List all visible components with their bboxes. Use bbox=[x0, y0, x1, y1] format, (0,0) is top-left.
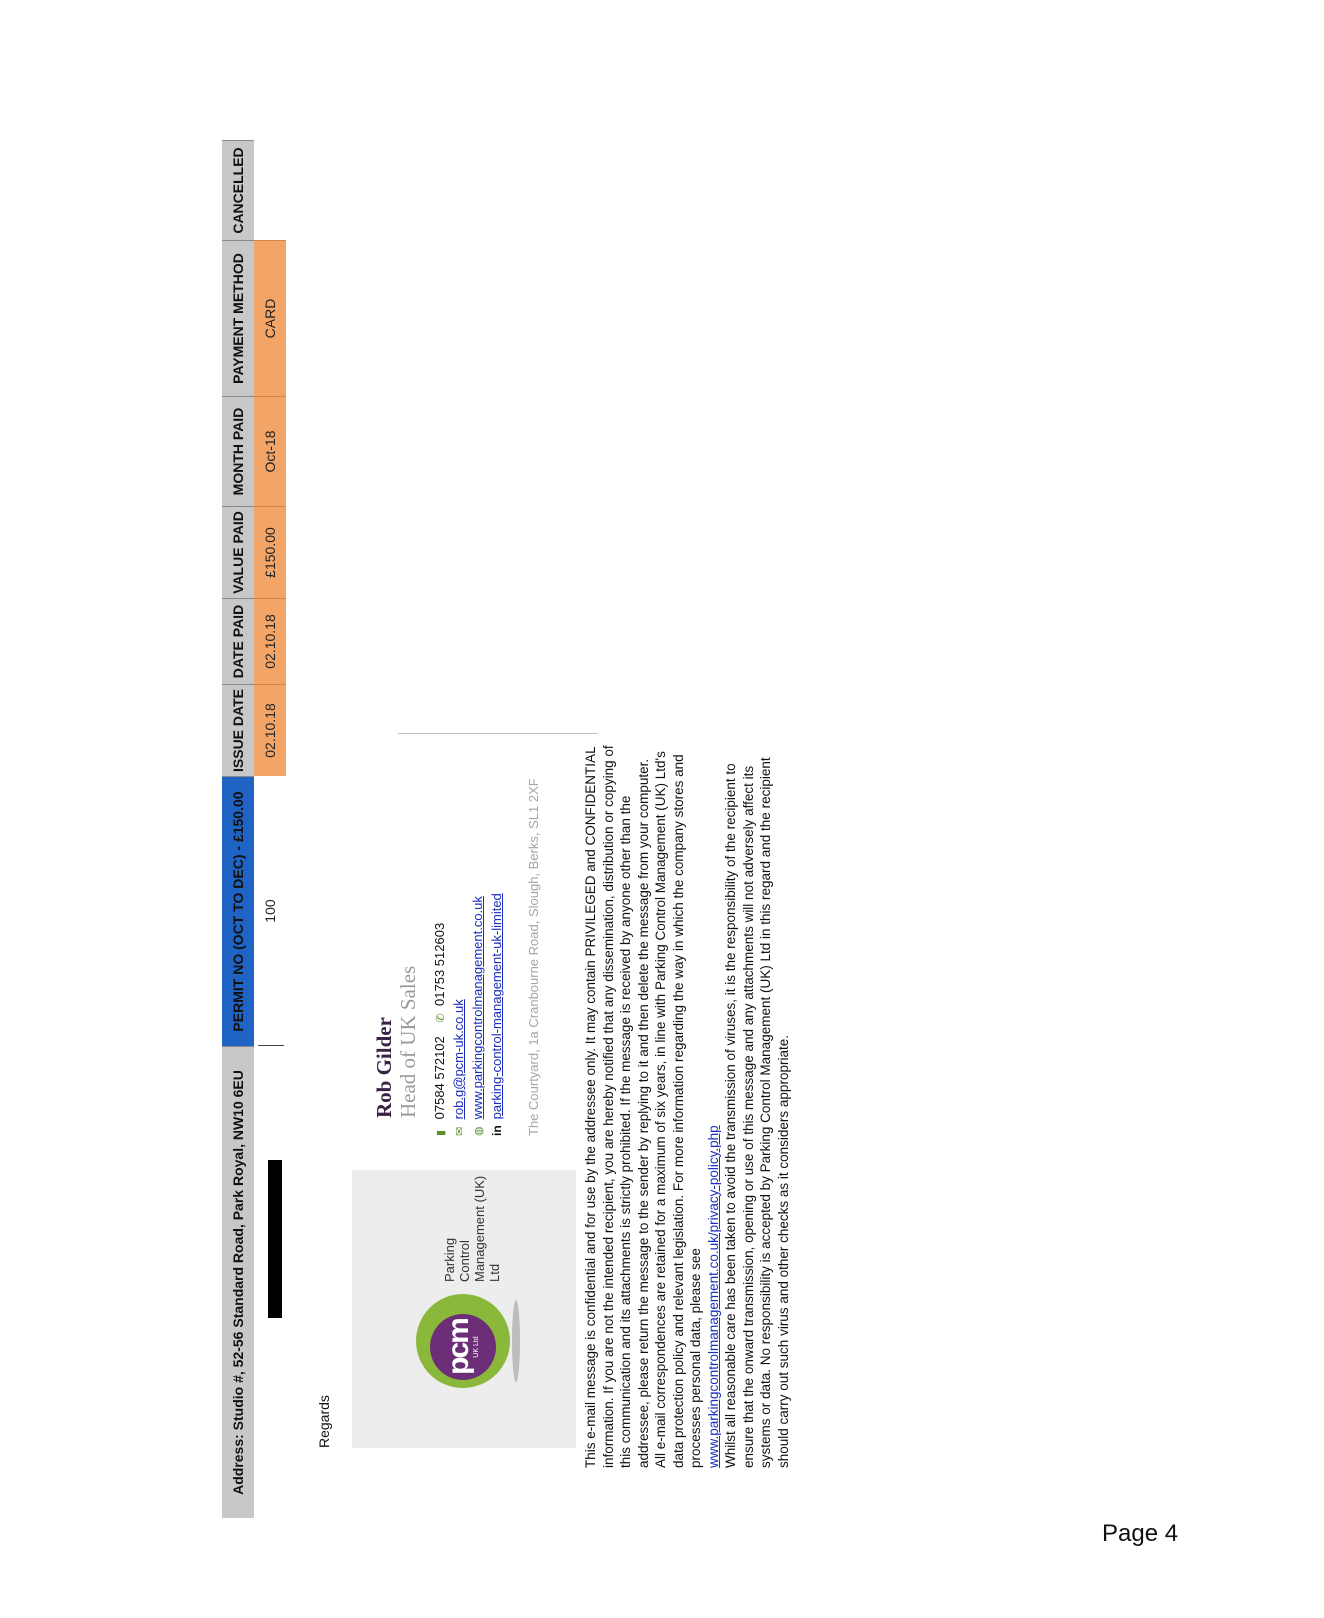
globe-icon: ◍ bbox=[473, 1126, 485, 1136]
contact-email bbox=[451, 999, 466, 1136]
company-line-2: Control bbox=[457, 1240, 472, 1282]
mobile-icon: ▮ bbox=[435, 1129, 447, 1136]
linkedin-icon: in bbox=[490, 1125, 504, 1136]
contact-linkedin bbox=[489, 893, 504, 1136]
signature-logo-box bbox=[352, 1170, 576, 1448]
redaction-bar bbox=[268, 1160, 282, 1318]
page-number: Page 4 bbox=[1102, 1520, 1179, 1547]
website-link[interactable]: www.parkingcontrolmanagement.co.uk bbox=[470, 896, 485, 1120]
header-address: Address: Studio #, 52-56 Standard Road, Park Royal, NW10 6EU bbox=[222, 1046, 254, 1518]
phone-number: 01753 512603 bbox=[432, 922, 447, 1006]
cell-payment-method: CARD bbox=[254, 240, 286, 396]
header-month-paid: MONTH PAID bbox=[222, 396, 254, 506]
rotated-page-content bbox=[0, 18, 1324, 1618]
signature-name: Rob Gilder bbox=[372, 1017, 396, 1118]
logo-text: pcm bbox=[442, 1319, 475, 1375]
disclaimer-paragraph-2: All e-mail correspondences are retained for a maximum of six years, in line with Parking Control Management (UK) Ltd's data protection policy and relevant legislation. For more information regarding the way in which the company stores and processes personal data, please see bbox=[653, 751, 703, 1468]
cell-date-paid: 02.10.18 bbox=[254, 598, 286, 684]
header-cancelled: CANCELLED bbox=[222, 140, 254, 240]
contact-phones bbox=[432, 923, 447, 1136]
disclaimer-paragraph-3: Whilst all reasonable care has been taken to avoid the transmission of viruses, it is the responsibility of the recipient to ensure that the onward transmission, opening or use of this message and any attachments will not adversely affect its systems or data. No responsibility is accepted by Parking Control Management (UK) Ltd in this regard and the recipient should carry out such virus and other checks as it considers appropriate. bbox=[723, 757, 791, 1468]
signature-address: The Courtyard, 1a Cranbourne Road, Slough, Berks, SL1 2XF bbox=[526, 778, 541, 1136]
contact-website bbox=[470, 896, 485, 1136]
cell-divider bbox=[258, 1045, 284, 1046]
phone-icon: ✆ bbox=[435, 1013, 447, 1023]
header-date-paid: DATE PAID bbox=[222, 598, 254, 684]
privacy-policy-link[interactable]: www.parkingcontrolmanagement.co.uk/privacy-policy.php bbox=[705, 1125, 721, 1468]
company-name bbox=[442, 1172, 502, 1282]
header-permit-no: PERMIT NO (OCT TO DEC) - £150.00 bbox=[222, 776, 254, 1046]
logo-shadow bbox=[512, 1300, 520, 1382]
disclaimer-paragraph-1: This e-mail message is confidential and for use by the addressee only. It may contain PRIVILEGED and CONFIDENTIAL information. If you are not the intended recipient, you are hereby notified that any dissemination, distribution or copying of this communication and its attachments is strictly prohibited. If the message is received by anyone other than the addressee, please return the message to the sender by replying to it and then delete the message from your computer. bbox=[583, 745, 651, 1468]
logo-sub: UK Ltd bbox=[473, 1336, 480, 1358]
cell-value-paid: £150.00 bbox=[254, 506, 286, 598]
regards-text: Regards bbox=[316, 1395, 332, 1448]
cell-cancelled bbox=[254, 140, 286, 240]
header-payment-method: PAYMENT METHOD bbox=[222, 240, 254, 396]
pcm-logo bbox=[416, 1294, 510, 1388]
linkedin-link[interactable]: parking-control-management-uk-limited bbox=[489, 893, 504, 1120]
header-value-paid: VALUE PAID bbox=[222, 506, 254, 598]
header-issue-date: ISSUE DATE bbox=[222, 684, 254, 776]
mobile-number: 07584 572102 bbox=[432, 1036, 447, 1120]
email-link[interactable]: rob.g@pcm-uk.co.uk bbox=[451, 999, 466, 1120]
cell-permit-no: 100 bbox=[254, 776, 286, 1046]
cell-month-paid: Oct-18 bbox=[254, 396, 286, 506]
company-line-3: Management (UK) Ltd bbox=[472, 1175, 502, 1282]
company-line-1: Parking bbox=[442, 1237, 457, 1282]
signature-divider bbox=[398, 733, 598, 734]
signature-role: Head of UK Sales bbox=[396, 965, 420, 1118]
email-disclaimer bbox=[582, 734, 792, 1468]
email-icon: ✉ bbox=[454, 1126, 466, 1136]
cell-issue-date: 02.10.18 bbox=[254, 684, 286, 776]
